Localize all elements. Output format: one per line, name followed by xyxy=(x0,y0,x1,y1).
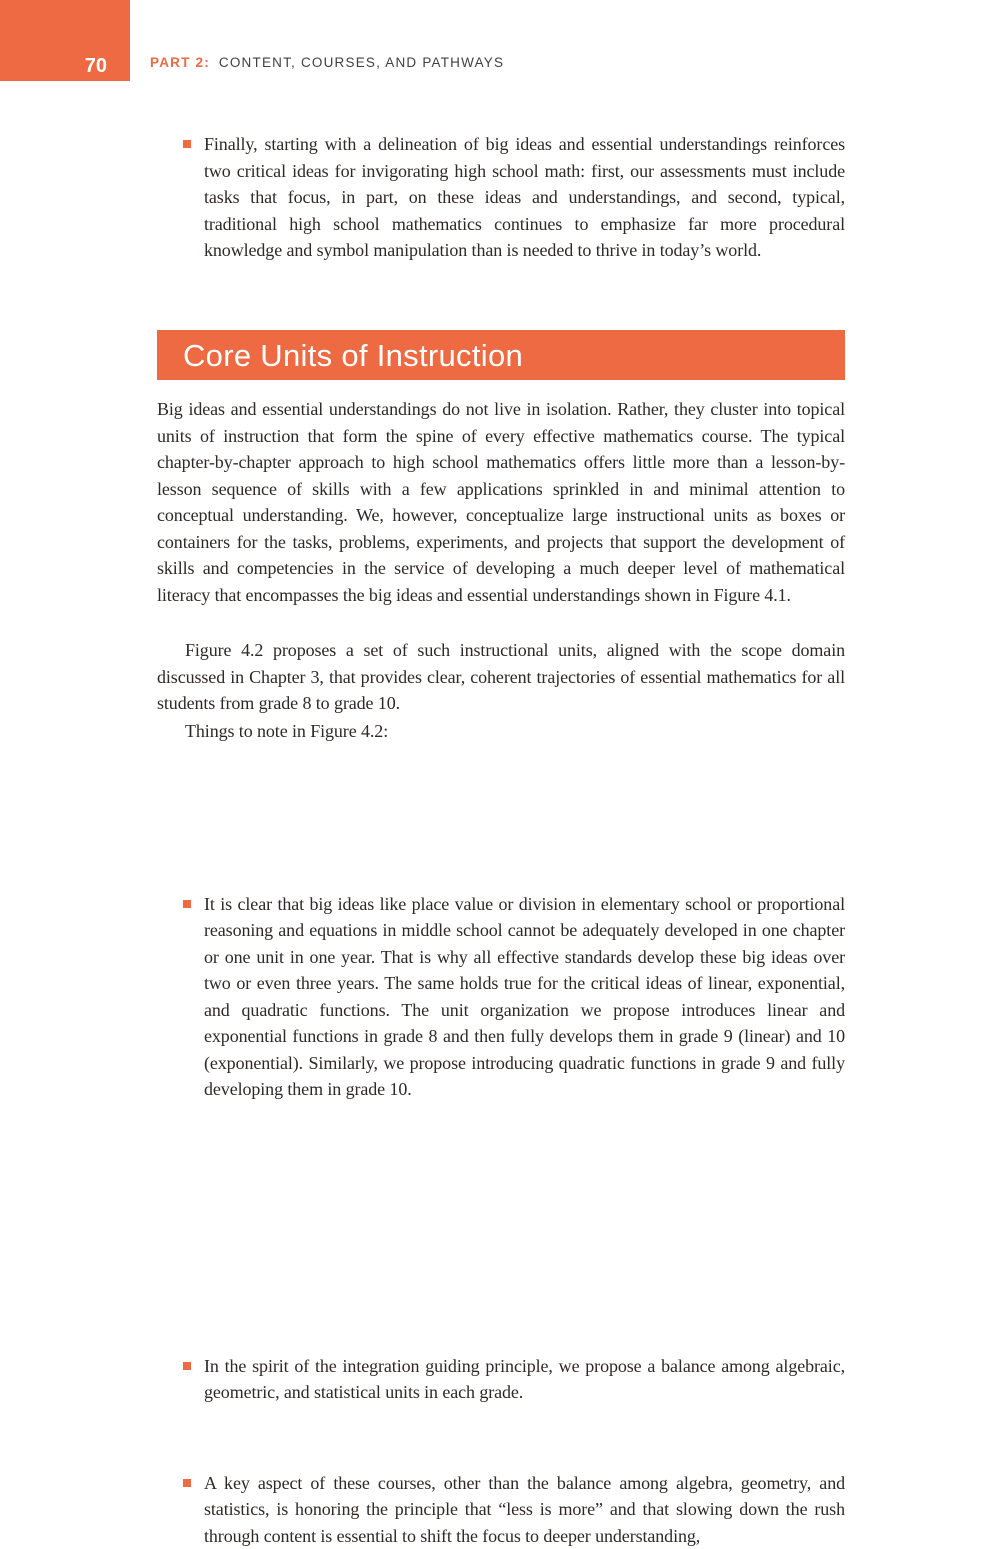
bullet-square-icon xyxy=(183,900,191,908)
intro-bullet-text: Finally, starting with a delineation of big ideas and essential understandings reinforces two critical ideas for invigorating high school math: first, our assessments must include tasks that focus, in part, on these ideas and understandings, and second, typical, traditional high school mathematics continues to emphasize far more procedural knowledge and symbol manipulation than is needed to thrive in today’s world. xyxy=(204,131,845,264)
part-title: CONTENT, COURSES, AND PATHWAYS xyxy=(219,56,504,70)
section-heading: Core Units of Instruction xyxy=(183,340,523,371)
bullet-text: It is clear that big ideas like place value or division in elementary school or proportional reasoning and equations in middle school cannot be adequately developed in one chapter or one unit in one year. That is why all effective standards develop these big ideas over two or even three years. The same holds true for the critical ideas of linear, exponential, and quadratic functions. The unit organization we propose introduces linear and exponential functions in grade 8 and then fully develops them in grade 9 (linear) and 10 (exponential). Similarly, we propose introducing quadratic functions in grade 9 and fully developing them in grade 10. xyxy=(204,891,845,1103)
section-heading-banner xyxy=(157,330,845,380)
bullet-square-icon xyxy=(183,1479,191,1487)
list-item xyxy=(157,1353,845,1406)
intro-bullet-item xyxy=(157,131,845,264)
bullet-text: In the spirit of the integration guiding principle, we propose a balance among algebraic, geometric, and statistical units in each grade. xyxy=(204,1353,845,1406)
body-paragraph: Figure 4.2 proposes a set of such instructional units, aligned with the scope domain discussed in Chapter 3, that provides clear, coherent trajectories of essential mathematics for all students from grade 8 to grade 10. xyxy=(157,637,845,717)
body-paragraph: Things to note in Figure 4.2: xyxy=(157,718,845,745)
bullet-square-icon xyxy=(183,140,191,148)
page-number-block xyxy=(0,0,130,81)
page-number: 70 xyxy=(85,56,107,76)
list-item xyxy=(157,1470,845,1549)
bullet-square-icon xyxy=(183,1362,191,1370)
part-label: PART 2: xyxy=(150,56,210,70)
body-paragraph: Big ideas and essential understandings do not live in isolation. Rather, they cluster into topical units of instruction that form the spine of every effective mathematics course. The typical chapter-by-chapter approach to high school mathematics offers little more than a lesson-by-lesson sequence of skills with a few applications sprinkled in and minimal attention to conceptual understanding. We, however, conceptualize large instructional units as boxes or containers for the tasks, problems, experiments, and projects that support the development of skills and competencies in the service of developing a much deeper level of mathematical literacy that encompasses the big ideas and essential understandings shown in Figure 4.1. xyxy=(157,396,845,608)
list-item xyxy=(157,891,845,1103)
running-header xyxy=(150,0,504,81)
bullet-text: A key aspect of these courses, other than the balance among algebra, geometry, and statistics, is honoring the principle that “less is more” and that slowing down the rush through content is essential to shift the focus to deeper understanding, xyxy=(204,1470,845,1549)
